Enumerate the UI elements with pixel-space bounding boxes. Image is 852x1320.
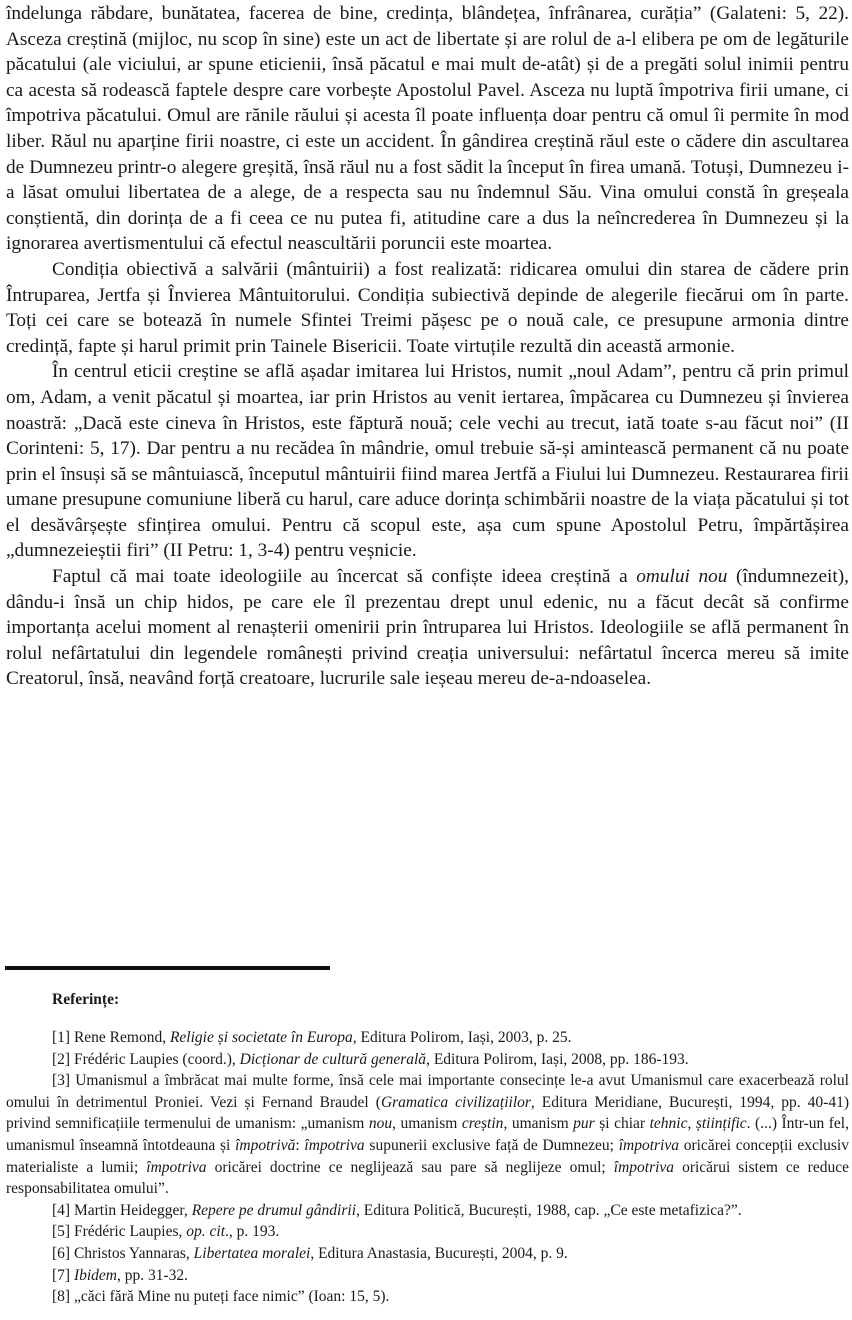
ref-3-text-m: . (...) Într-un fel, umanismul înseamnă întotdeauna și <box>6 1115 849 1154</box>
ref-2-text-a: [2] Frédéric Laupies (coord.), <box>52 1050 240 1068</box>
ref-7-text-a: [7] <box>52 1266 74 1284</box>
ref-3-impotriva-5: împotriva <box>613 1158 675 1176</box>
ref-4-title: Repere pe drumul gândirii <box>191 1201 357 1219</box>
ref-7-ibidem: Ibidem <box>73 1266 117 1284</box>
paragraph-4-text-a: Faptul că mai toate ideologiile au încercat să confiște ideea creștină a <box>52 566 637 588</box>
ref-2-text-c: , Editura Polirom, Iași, 2008, pp. 186-193. <box>426 1050 689 1068</box>
ref-3-stiintific: științific <box>695 1115 747 1133</box>
ref-8-text-a: [8] „căci fără Mine nu puteți face nimic” (Ioan: 15, 5). <box>52 1288 390 1306</box>
ref-3-impotriva-1: împotrivă <box>235 1136 296 1154</box>
ref-6-text-c: , Editura Anastasia, București, 2004, p. 9. <box>310 1244 568 1262</box>
ref-3-nou: nou <box>368 1115 393 1133</box>
paragraph-4 <box>6 564 849 692</box>
references-list <box>6 1027 849 1308</box>
ref-1-text-c: Editura Polirom, Iași, 2003, p. 25. <box>356 1029 572 1046</box>
ref-7-text-c: , pp. 31-32. <box>117 1266 189 1284</box>
references-heading: Referințe: <box>52 991 120 1008</box>
ref-4-text-c: , Editura Politică, București, 1988, cap. „Ce este metafizica?”. <box>356 1201 742 1219</box>
ref-3-impotriva-2: împotriva <box>304 1136 365 1154</box>
ref-3-tehnic: tehnic <box>649 1115 688 1133</box>
ref-3-text-w: oricărui sistem ce reduce responsabilitatea omului”. <box>6 1158 849 1198</box>
body-text <box>6 1 849 692</box>
reference-7 <box>6 1265 849 1287</box>
paragraph-3-text: În centrul eticii creștine se află așadar imitarea lui Hristos, numit „noul Adam”, pentru că prin primul om, Adam, a venit păcatul și moartea, iar prin Hristos au venit iertarea, împăcarea cu Dumnezeu și învierea noastră: „Dacă este cineva în Hristos, este făptură nouă; cele vechi au trecut, iată toate s-au făcut noi” (II Corinteni: 5, 17). Dar pentru a nu recădea în mândrie, omul trebuie să-și amintească permanent că nu poate prin el însuși să se mântuiască, începutul mântuirii fiind marea Jertfă a Fiului lui Dumnezeu. Restaurarea firii umane presupune comuniune liberă cu harul, care aduce dorința schimbării noastre de la viața păcatului și tot el desăvârșește sfințirea omului. Pentru că scopul este, așa cum spune Apostolul Petru, împărtășirea „dumnezeieștii firi” (II Petru: 1, 3-4) pentru veșnicie. <box>6 361 849 562</box>
ref-3-pur: pur <box>573 1115 595 1133</box>
paragraph-1-text: îndelunga răbdare, bunătatea, facerea de bine, credința, blândețea, înfrânarea, curăția” (Galateni: 5, 22). Asceza creștină (mijloc, nu scop în sine) este un act de libertate și are rolul de a-l elibera pe om de legăturile păcatului (ale viciului, ar spune eticienii, însă păcatul e mai mult de-atât) și de a pregăti solul inimii pentru ca acesta să rodească faptele despre care vorbește Apostolul Pavel. Asceza nu luptă împotriva firii umane, ci împotriva păcatului. Omul are rănile răului și acesta îl poate influența doar pentru că omul îi permite în mod liber. Răul nu aparține firii noastre, ci este un accident. În gândirea creștină răul este o cădere din ascultarea de Dumnezeu printr-o alegere greșită, însă răul nu a fost sădit la început în firea umană. Totuși, Dumnezeu i-a lăsat omului libertatea de a alege, de a respecta sau nu îndemnul Său. Vina omului constă în greșeala conștientă, din dorința de a fi ceea ce nu putea fi, atitudine care a dus la neîncrederea în Dumnezeu și la ignorarea avertismentului că efectul neascultării poruncii este moartea. <box>6 3 849 255</box>
paragraph-1 <box>6 1 849 257</box>
ref-3-text-u: oricărei doctrine ce neglijează sau pare să neglijeze omul; <box>206 1158 614 1176</box>
ref-3-text-k: , <box>687 1115 696 1133</box>
ref-4-text-a: [4] Martin Heidegger, <box>52 1201 192 1219</box>
paragraph-4-emphasis: omului nou <box>636 566 728 588</box>
ref-3-text-g: , umanism <box>503 1115 574 1133</box>
reference-1 <box>6 1027 849 1049</box>
ref-3-title: Gramatica civilizațiilor <box>380 1093 531 1111</box>
ref-5-text-a: [5] Frédéric Laupies, <box>52 1223 187 1241</box>
ref-6-text-a: [6] Christos Yannaras, <box>52 1244 194 1262</box>
ref-3-crestin: creștin <box>461 1115 504 1133</box>
footnote-separator <box>5 966 330 970</box>
paragraph-2 <box>6 257 849 359</box>
ref-3-text-c: , Editura Meridiane, București, 1994, pp. 40-41) privind semnificațiile termenului de umanism: „umanism <box>6 1093 850 1133</box>
ref-2-title: Dicționar de cultură generală <box>239 1050 427 1068</box>
ref-5-opcit: op. cit <box>186 1223 226 1241</box>
reference-6 <box>6 1243 849 1265</box>
ref-3-text-i: și chiar <box>594 1115 650 1133</box>
ref-1-title: Religie și societate în Europa, <box>169 1029 357 1046</box>
ref-3-text-e: , umanism <box>392 1115 462 1133</box>
reference-8 <box>6 1286 849 1308</box>
ref-3-text-o: : <box>295 1136 305 1154</box>
reference-4 <box>6 1200 849 1222</box>
paragraph-3 <box>6 359 849 564</box>
ref-3-impotriva-3: împotriva <box>618 1136 679 1154</box>
ref-3-text-s: oricărei concepții exclusiv materialiste a lumii; <box>6 1136 849 1176</box>
paragraph-4-text-b: (îndumnezeit), dându-i însă un chip hidos, pe care ele îl prezentau drept unul edenic, nu a făcut decât să confirme importanța acelui moment al renașterii omenirii prin întruparea lui Hristos. Ideologiile se află permanent în rolul nefârtatului din legendele românești privind creația universului: nefârtatul încerca mereu să imite Creatorul, însă, neavând forță creatoare, lucrurile sale ieșeau mereu de-a-ndoaselea. <box>6 566 849 690</box>
references-section <box>6 990 849 1308</box>
paragraph-2-text: Condiția obiectivă a salvării (mântuirii) a fost realizată: ridicarea omului din starea de cădere prin Întruparea, Jertfa și Învierea Mântuitorului. Condiția subiectivă depinde de alegerile fiecărui om în parte. Toți cei care se botează în numele Sfintei Treimi pășesc pe o nouă cale, ce presupune armonia dintre credință, fapte și harul primit prin Tainele Bisericii. Toate virtuțile rezultă din această armonie. <box>6 258 849 357</box>
reference-2 <box>6 1049 849 1071</box>
ref-1-text-a: [1] Rene Remond, <box>52 1029 170 1046</box>
ref-5-text-c: ., p. 193. <box>225 1223 280 1241</box>
ref-3-impotriva-4: împotriva <box>146 1158 207 1176</box>
ref-6-title: Libertatea moralei <box>193 1244 311 1262</box>
reference-5 <box>6 1221 849 1243</box>
ref-3-text-q: supunerii exclusive față de Dumnezeu; <box>364 1136 619 1154</box>
reference-3 <box>6 1070 849 1200</box>
ref-3-text-a: [3] Umanismul a îmbrăcat mai multe forme, însă cele mai importante consecințe le-a avut Umanismul care exacerbează rolul omului în detrimentul Proniei. Vezi și Fernand Braudel ( <box>6 1072 849 1111</box>
